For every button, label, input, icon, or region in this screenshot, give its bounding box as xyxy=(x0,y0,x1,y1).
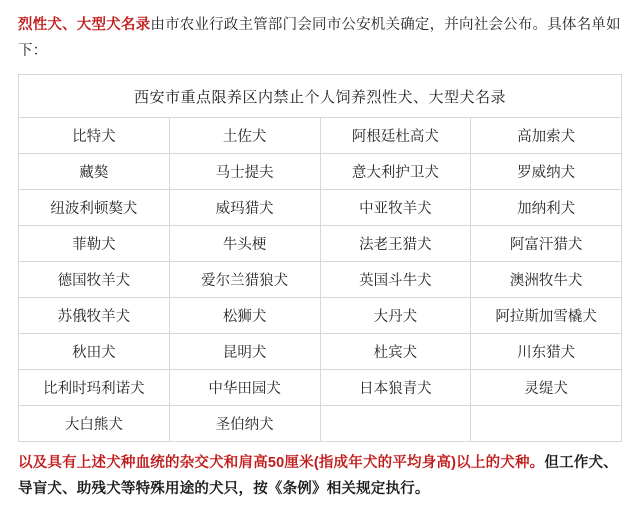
intro-paragraph xyxy=(18,12,622,64)
intro-rest: 由市农业行政主管部门会同市公安机关确定，并向社会公布。具体名单如下： xyxy=(18,17,621,59)
table-cell: 灵缇犬 xyxy=(471,370,622,406)
table-cell: 藏獒 xyxy=(19,154,170,190)
table-cell: 杜宾犬 xyxy=(320,334,471,370)
table-cell: 阿拉斯加雪橇犬 xyxy=(471,298,622,334)
footer-rest: 但工作犬、导盲犬、助残犬等特殊用途的犬只，按《条例》相关规定执行。 xyxy=(18,455,618,497)
table-title: 西安市重点限养区内禁止个人饲养烈性犬、大型犬名录 xyxy=(19,75,622,118)
table-cell: 阿富汗猎犬 xyxy=(471,226,622,262)
table-row xyxy=(19,406,622,442)
table-row xyxy=(19,370,622,406)
table-cell: 德国牧羊犬 xyxy=(19,262,170,298)
table-row xyxy=(19,190,622,226)
table-cell: 土佐犬 xyxy=(169,118,320,154)
table-cell: 高加索犬 xyxy=(471,118,622,154)
footer-highlight: 以及具有上述犬种血统的杂交犬和肩高50厘米(指成年犬的平均身高)以上的犬种。 xyxy=(18,455,545,471)
breed-listing-table xyxy=(18,74,622,442)
table-cell: 比特犬 xyxy=(19,118,170,154)
table-cell: 意大利护卫犬 xyxy=(320,154,471,190)
table-title-row xyxy=(19,75,622,118)
table-cell: 牛头梗 xyxy=(169,226,320,262)
table-cell: 法老王猎犬 xyxy=(320,226,471,262)
table-row xyxy=(19,226,622,262)
table-cell: 大丹犬 xyxy=(320,298,471,334)
table-cell: 菲勒犬 xyxy=(19,226,170,262)
table-cell: 圣伯纳犬 xyxy=(169,406,320,442)
table-cell: 爱尔兰猎狼犬 xyxy=(169,262,320,298)
intro-highlight: 烈性犬、大型犬名录 xyxy=(18,17,151,33)
table-cell: 秋田犬 xyxy=(19,334,170,370)
table-cell: 澳洲牧牛犬 xyxy=(471,262,622,298)
table-cell: 昆明犬 xyxy=(169,334,320,370)
table-cell: 威玛猎犬 xyxy=(169,190,320,226)
table-row xyxy=(19,334,622,370)
table-cell: 中华田园犬 xyxy=(169,370,320,406)
footer-paragraph xyxy=(18,450,622,502)
table-row xyxy=(19,262,622,298)
breed-listing-body xyxy=(19,75,622,442)
table-cell: 加纳利犬 xyxy=(471,190,622,226)
table-cell: 川东猎犬 xyxy=(471,334,622,370)
table-row xyxy=(19,154,622,190)
table-cell: 大白熊犬 xyxy=(19,406,170,442)
table-cell: 英国斗牛犬 xyxy=(320,262,471,298)
table-cell-empty xyxy=(471,406,622,442)
table-row xyxy=(19,298,622,334)
table-cell: 马士提夫 xyxy=(169,154,320,190)
table-cell: 阿根廷杜高犬 xyxy=(320,118,471,154)
table-cell-empty xyxy=(320,406,471,442)
table-cell: 纽波利顿獒犬 xyxy=(19,190,170,226)
table-cell: 罗威纳犬 xyxy=(471,154,622,190)
table-row xyxy=(19,118,622,154)
table-cell: 苏俄牧羊犬 xyxy=(19,298,170,334)
table-cell: 比利时玛利诺犬 xyxy=(19,370,170,406)
table-cell: 松狮犬 xyxy=(169,298,320,334)
table-cell: 中亚牧羊犬 xyxy=(320,190,471,226)
table-cell: 日本狼青犬 xyxy=(320,370,471,406)
